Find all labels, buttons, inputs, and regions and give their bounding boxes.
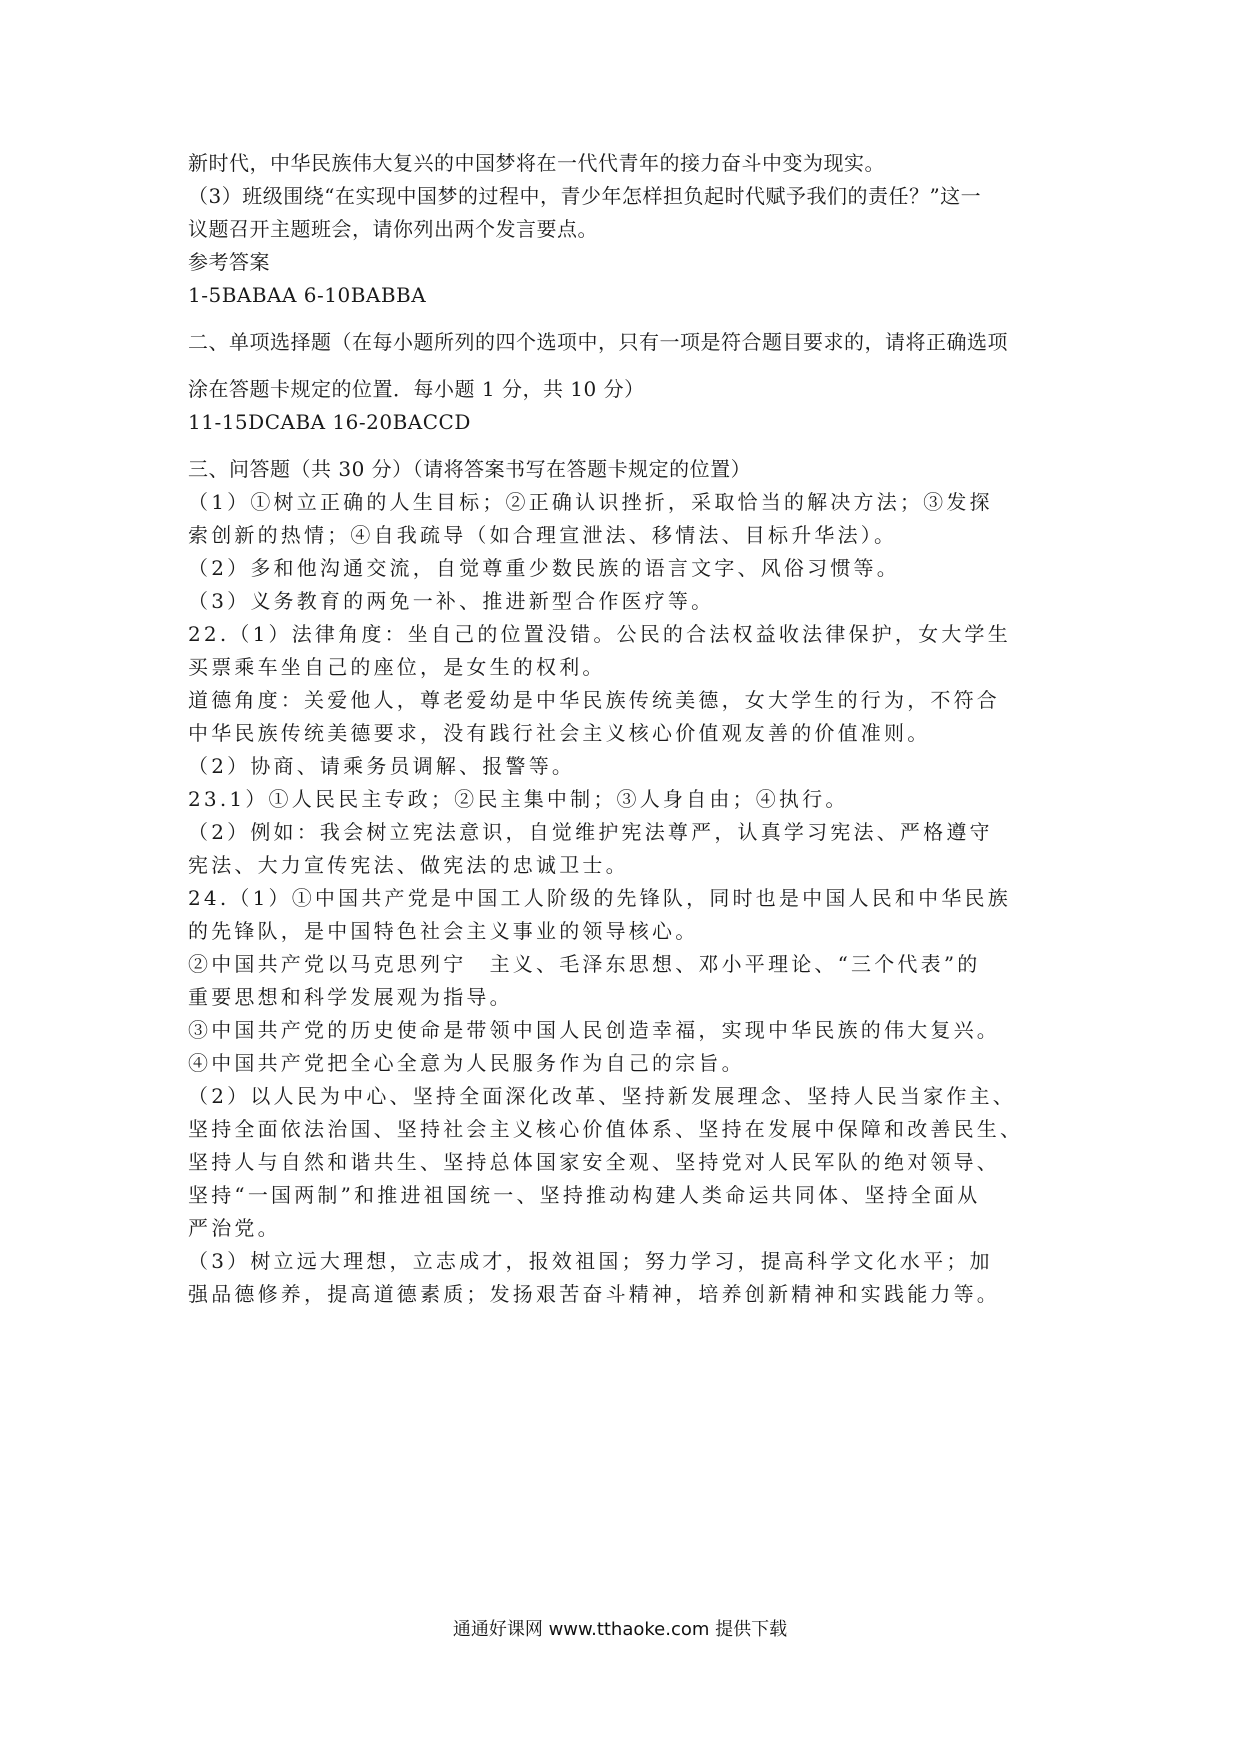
answer-line: 的先锋队，是中国特色社会主义事业的领导核心。 xyxy=(188,919,699,943)
answer-line: 重要思想和科学发展观为指导。 xyxy=(188,985,513,1009)
section-2-heading-cont: 涂在答题卡规定的位置．每小题 1 分，共 10 分） xyxy=(188,377,645,401)
answer-line: 24.（1）①中国共产党是中国工人阶级的先锋队，同时也是中国人民和中华民族 xyxy=(188,886,1011,910)
answer-line: ③中国共产党的历史使命是带领中国人民创造幸福，实现中华民族的伟大复兴。 xyxy=(188,1018,1000,1042)
answer-line: （3）义务教育的两免一补、推进新型合作医疗等。 xyxy=(188,589,715,613)
answer-line: 索创新的热情；④自我疏导（如合理宣泄法、移情法、目标升华法）。 xyxy=(188,523,898,547)
answer-line: 中华民族传统美德要求，没有践行社会主义核心价值观友善的价值准则。 xyxy=(188,721,931,745)
answer-line: 坚持全面依法治国、坚持社会主义核心价值体系、坚持在发展中保障和改善民生、 xyxy=(188,1117,1024,1141)
text-line: 议题召开主题班会，请你列出两个发言要点。 xyxy=(188,217,598,241)
section-3-heading: 三、问答题（共 30 分）（请将答案书写在答题卡规定的位置） xyxy=(188,457,752,481)
answer-line: 23.1）①人民民主专政；②民主集中制；③人身自由；④执行。 xyxy=(188,787,849,811)
answer-line: 宪法、大力宣传宪法、做宪法的忠诚卫士。 xyxy=(188,853,629,877)
answer-key-1-10: 1-5BABAA 6-10BABBA xyxy=(188,283,427,307)
answer-line: 22.（1）法律角度：坐自己的位置没错。公民的合法权益收法律保护，女大学生 xyxy=(188,622,1011,646)
answer-line: ②中国共产党以马克思列宁 主义、毛泽东思想、邓小平理论、“三个代表”的 xyxy=(188,952,981,976)
text-line: 新时代，中华民族伟大复兴的中国梦将在一代代青年的接力奋斗中变为现实。 xyxy=(188,151,885,175)
answer-key-11-20: 11-15DCABA 16-20BACCD xyxy=(188,410,471,434)
question-3-prompt-line: （3）班级围绕“在实现中国梦的过程中，青少年怎样担负起时代赋予我们的责任？”这一 xyxy=(188,184,982,208)
answer-line: 买票乘车坐自己的座位，是女生的权利。 xyxy=(188,655,606,679)
document-body xyxy=(188,150,1068,1314)
answer-line: 坚持人与自然和谐共生、坚持总体国家安全观、坚持党对人民军队的绝对领导、 xyxy=(188,1150,1000,1174)
answer-line: （2）协商、请乘务员调解、报警等。 xyxy=(188,754,576,778)
answer-line: 严治党。 xyxy=(188,1216,281,1240)
section-2-heading: 二、单项选择题（在每小题所列的四个选项中，只有一项是符合题目要求的，请将正确选项 xyxy=(188,330,1008,354)
answer-line: 坚持“一国两制”和推进祖国统一、坚持推动构建人类命运共同体、坚持全面从 xyxy=(188,1183,981,1207)
answer-line: （1）①树立正确的人生目标；②正确认识挫折，采取恰当的解决方法；③发探 xyxy=(188,490,993,514)
answer-line: （2）以人民为中心、坚持全面深化改革、坚持新发展理念、坚持人民当家作主、 xyxy=(188,1084,1016,1108)
answer-line: （2）例如：我会树立宪法意识，自觉维护宪法尊严，认真学习宪法、严格遵守 xyxy=(188,820,993,844)
answer-line: （2）多和他沟通交流，自觉尊重少数民族的语言文字、风俗习惯等。 xyxy=(188,556,900,580)
answer-line: ④中国共产党把全心全意为人民服务作为自己的宗旨。 xyxy=(188,1051,745,1075)
answer-line: （3）树立远大理想，立志成才，报效祖国；努力学习，提高科学文化水平；加 xyxy=(188,1249,993,1273)
answer-heading: 参考答案 xyxy=(188,250,270,274)
page-footer: 通通好课网 www.tthaoke.com 提供下载 xyxy=(452,1619,788,1640)
answer-line: 道德角度：关爱他人，尊老爱幼是中华民族传统美德，女大学生的行为，不符合 xyxy=(188,688,1000,712)
answer-line: 强品德修养，提高道德素质；发扬艰苦奋斗精神，培养创新精神和实践能力等。 xyxy=(188,1282,1000,1306)
